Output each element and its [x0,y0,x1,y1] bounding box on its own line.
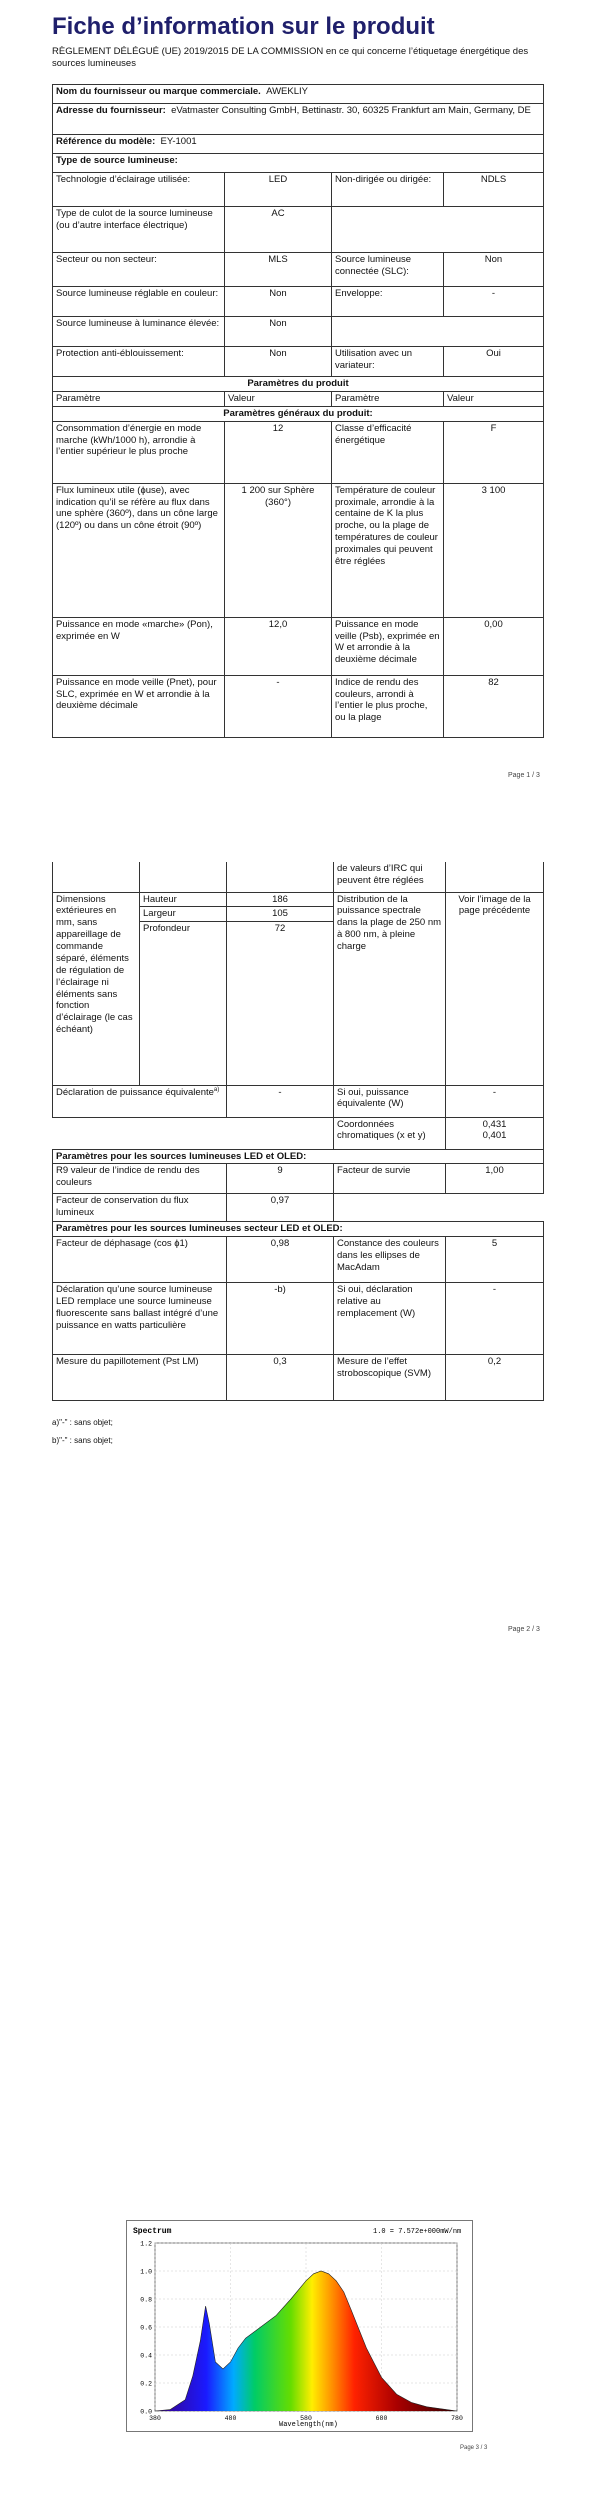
equiv-value: - [227,1085,334,1117]
params-header: Paramètres du produit [53,377,544,392]
cell: Facteur de déphasage (cos ɸ1) [53,1237,227,1283]
page-number: Page 1 / 3 [508,772,540,779]
equiv-label: Déclaration de puissance équivalente [56,1086,214,1098]
cell: Source lumineuse à luminance élevée: [53,317,225,347]
cell: Secteur ou non secteur: [53,253,225,287]
page-title: Fiche d’information sur le produit [52,13,435,40]
cell [227,862,334,892]
supplier-value: AWEKLIY [266,86,308,97]
cell: 1 200 sur Sphère (360°) [225,483,332,617]
led-header: Paramètres pour les sources lumineuses LED et OLED: [53,1149,544,1164]
cell: MLS [225,253,332,287]
cell: Non [225,287,332,317]
col-header: Paramètre [332,391,444,406]
spectral-value: Voir l’image de la page précédente [446,892,544,1085]
spectrum-chart [126,2220,473,2432]
cell: Non [225,317,332,347]
spectrum-svg [127,2221,472,2431]
cell: 5 [446,1237,544,1283]
cell: Déclaration qu’une source lumineuse LED remplace une source lumineuse fluorescente sans ballast intégré d’une puissance en watts particulière [53,1283,227,1355]
cell: 3 100 [444,483,544,617]
equiv-w-value: - [446,1085,544,1117]
mains-header: Paramètres pour les sources lumineuses secteur LED et OLED: [53,1222,544,1237]
x-tick-label: 580 [300,2415,312,2422]
cell: Flux lumineux utile (ɸuse), avec indication qu’il se réfère au flux dans une sphère (360º), dans un cône large (120º) ou dans un cône étroit (90º) [53,483,225,617]
model-value: EY-1001 [160,136,197,147]
cell: Non [444,253,544,287]
cell: LED [225,173,332,207]
x-tick-label: 480 [224,2415,237,2422]
chroma-label: Coordonnées chromatiques (x et y) [334,1117,446,1149]
cell [332,317,544,347]
x-tick-label: 380 [149,2415,161,2422]
cell [334,1194,544,1222]
cell: Non-dirigée ou dirigée: [332,173,444,207]
y-tick-label: 0.6 [140,2324,152,2332]
dim-value: 72 [227,922,334,1085]
cell: Non [225,347,332,377]
x-tick-label: 780 [451,2415,463,2422]
cell: AC [225,207,332,253]
cell: 0,3 [227,1355,334,1401]
chroma-x: 0,431 [482,1118,507,1130]
footnote-a: a)"-" : sans objet; [52,1418,113,1427]
cell: Oui [444,347,544,377]
dims-label: Dimensions extérieures en mm, sans appareillage de commande séparé, éléments de régulation de l’éclairage ni éléments sans fonction d’éclairage (le cas échéant) [53,892,140,1085]
equiv-w-label: Si oui, puissance équivalente (W) [334,1085,446,1117]
dim-name: Profondeur [140,922,227,1085]
cell: 0,00 [444,617,544,675]
col-header: Valeur [444,391,544,406]
cell: 12 [225,421,332,483]
regulation-subtitle: RÈGLEMENT DÉLÉGUÉ (UE) 2019/2015 DE LA COMMISSION en ce qui concerne l’étiquetage énergétique des sources lumineuses [52,46,529,69]
spectral-label: Distribution de la puissance spectrale dans la plage de 250 nm à 800 nm, à pleine charge [334,892,446,1085]
y-tick-label: 1.0 [140,2268,152,2276]
chart-annotation: 1.0 = 7.572e+000mW/nm [373,2228,462,2236]
page-number: Page 3 / 3 [460,2445,488,2451]
dim-value: 186 [227,892,334,907]
cell: 82 [444,675,544,737]
cell: 0,2 [446,1355,544,1401]
cell: Facteur de survie [334,1164,446,1194]
address-label: Adresse du fournisseur: [56,105,166,116]
cell: Enveloppe: [332,287,444,317]
cell: R9 valeur de l’indice de rendu des couleurs [53,1164,227,1194]
dim-name: Hauteur [140,892,227,907]
footnote-b: b)"-" : sans objet; [52,1436,113,1445]
footnote-ref: a) [213,1086,220,1093]
product-info-table-continued [52,862,544,1401]
cell: Température de couleur proximale, arrondie à la centaine de K la plus proche, ou la plage de températures de couleur proximales qui peuvent être réglées [332,483,444,617]
cell: Puissance en mode veille (Pnet), pour SLC, exprimée en W et arrondie à la deuxième décimale [53,675,225,737]
cell: Source lumineuse connectée (SLC): [332,253,444,287]
cell: F [444,421,544,483]
cell: Protection anti-éblouissement: [53,347,225,377]
cell: Constance des couleurs dans les ellipses de MacAdam [334,1237,446,1283]
x-tick-label: 680 [375,2415,388,2422]
x-axis-label: Wavelength(nm) [279,2421,338,2429]
cell: NDLS [444,173,544,207]
supplier-label: Nom du fournisseur ou marque commerciale. [56,86,261,97]
cell: - [444,287,544,317]
cell: Facteur de conservation du flux lumineux [53,1194,227,1222]
cell [140,862,227,892]
cell: Puissance en mode veille (Psb), exprimée en W et arrondie à la deuxième décimale [332,617,444,675]
cell: 12,0 [225,617,332,675]
cell: Mesure du papillotement (Pst LM) [53,1355,227,1401]
chroma-y: 0,401 [482,1130,507,1142]
cell: Mesure de l’effet stroboscopique (SVM) [334,1355,446,1401]
y-tick-label: 0.4 [140,2352,152,2360]
dim-value: 105 [227,907,334,922]
cell [53,862,140,892]
cell: Type de culot de la source lumineuse (ou d’autre interface électrique) [53,207,225,253]
cell: - [225,675,332,737]
general-header: Paramètres généraux du produit: [53,406,544,421]
product-info-table [52,84,544,738]
cell: Consommation d’énergie en mode marche (kWh/1000 h), arrondie à l’entier supérieur le plus proche [53,421,225,483]
continued-text: de valeurs d’IRC qui peuvent être réglées [334,862,446,892]
cell: Si oui, déclaration relative au remplacement (W) [334,1283,446,1355]
y-tick-label: 0.2 [140,2380,152,2388]
y-tick-label: 0.0 [140,2408,152,2416]
page-number: Page 2 / 3 [508,1626,540,1633]
y-tick-label: 1.2 [140,2240,152,2248]
cell: Utilisation avec un variateur: [332,347,444,377]
dim-name: Largeur [140,907,227,922]
y-tick-label: 0.8 [140,2296,152,2304]
cell: 0,98 [227,1237,334,1283]
chart-title: Spectrum [133,2227,172,2236]
cell: 1,00 [446,1164,544,1194]
cell [332,207,544,253]
cell: Puissance en mode «marche» (Pon), exprimée en W [53,617,225,675]
cell: -b) [227,1283,334,1355]
cell: Indice de rendu des couleurs, arrondi à l’entier le plus proche, ou la plage [332,675,444,737]
cell: - [446,1283,544,1355]
model-label: Référence du modèle: [56,136,156,147]
cell: Classe d’efficacité énergétique [332,421,444,483]
cell [53,1117,334,1149]
cell: Source lumineuse réglable en couleur: [53,287,225,317]
col-header: Paramètre [53,391,225,406]
cell: 9 [227,1164,334,1194]
cell: 0,97 [227,1194,334,1222]
cell: Technologie d’éclairage utilisée: [53,173,225,207]
col-header: Valeur [225,391,332,406]
address-value: eVatmaster Consulting GmbH, Bettinastr. 30, 60325 Frankfurt am Main, Germany, DE [171,105,531,116]
cell [446,862,544,892]
type-header: Type de source lumineuse: [53,154,544,173]
